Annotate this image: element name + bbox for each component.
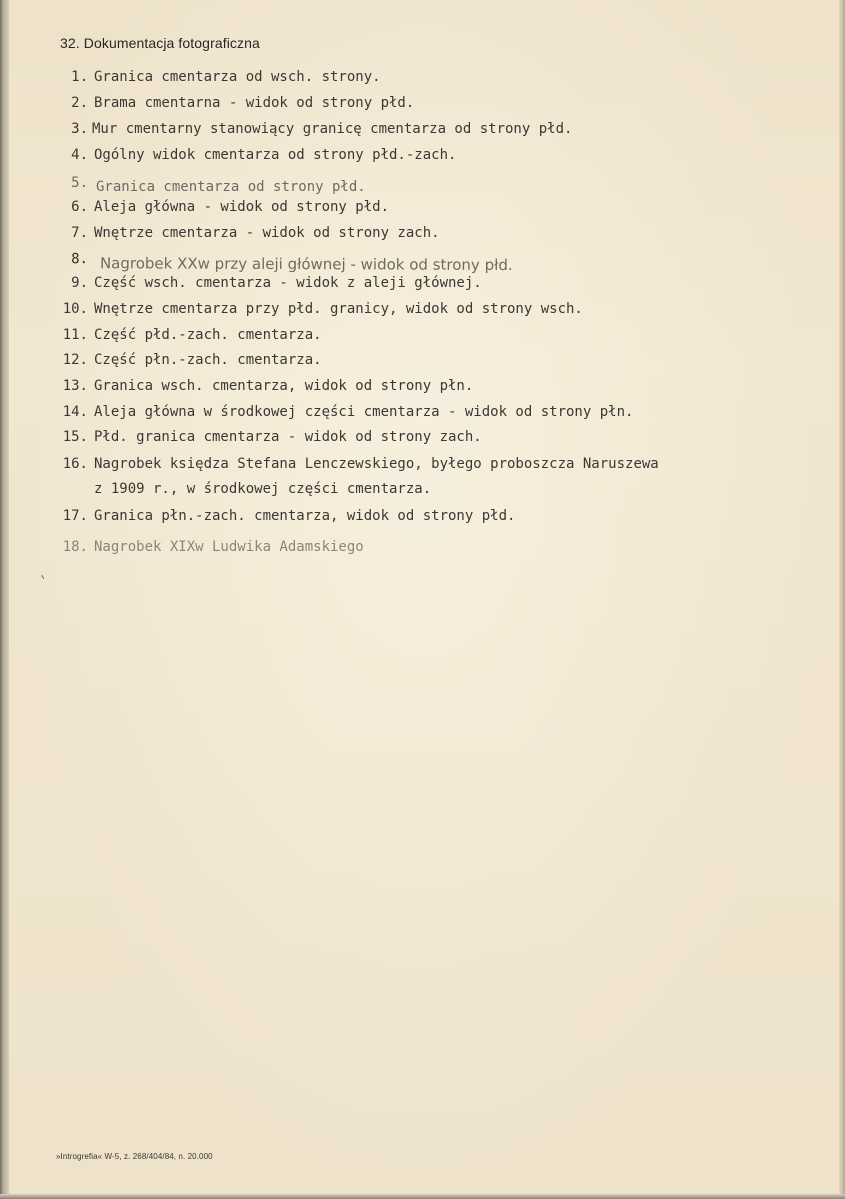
item-number: 9.: [71, 275, 88, 291]
item-number: 3.: [71, 121, 88, 137]
item-text: Wnętrze cmentarza przy płd. granicy, widok od strony wsch.: [94, 301, 583, 317]
printer-imprint: »Introgrefia« W-5, z. 268/404/84, n. 20.000: [56, 1152, 213, 1161]
item-number: 11.: [62, 327, 88, 343]
item-number: 13.: [62, 378, 88, 394]
item-text-continuation: z 1909 r., w środkowej części cmentarza.: [94, 481, 432, 497]
item-text: Granica cmentarza od strony płd.: [96, 179, 366, 195]
item-number: 7.: [71, 225, 88, 241]
item-text: Mur cmentarny stanowiący granicę cmentarza od strony płd.: [92, 121, 573, 137]
item-text: Brama cmentarna - widok od strony płd.: [94, 95, 415, 111]
item-number: 18.: [62, 539, 88, 555]
item-text: Wnętrze cmentarza - widok od strony zach.: [94, 225, 440, 241]
item-text: Część płd.-zach. cmentarza.: [94, 327, 322, 343]
item-number: 2.: [71, 95, 88, 111]
item-number: 4.: [71, 147, 88, 163]
item-number: 17.: [62, 508, 88, 524]
item-text: Granica wsch. cmentarza, widok od strony płn.: [94, 378, 474, 394]
item-text: Ogólny widok cmentarza od strony płd.-zach.: [94, 147, 457, 163]
item-text: Granica płn.-zach. cmentarza, widok od strony płd.: [94, 508, 516, 524]
item-number: 5.: [71, 175, 88, 191]
item-text: Aleja główna - widok od strony płd.: [94, 199, 390, 215]
item-text: Granica cmentarza od wsch. strony.: [94, 69, 381, 85]
item-number: 14.: [62, 404, 88, 420]
item-number: 8.: [71, 251, 89, 268]
item-text: Część płn.-zach. cmentarza.: [94, 352, 322, 368]
item-number: 16.: [62, 456, 88, 472]
item-number: 6.: [71, 199, 88, 215]
item-text: Płd. granica cmentarza - widok od strony zach.: [94, 429, 482, 445]
item-text: Nagrobek XIXw Ludwika Adamskiego: [94, 539, 364, 555]
item-text: Nagrobek XXw przy aleji głównej - widok od strony płd.: [99, 254, 513, 275]
item-number: 1.: [71, 69, 88, 85]
item-number: 15.: [62, 429, 88, 445]
item-number: 12.: [62, 352, 88, 368]
item-text: Część wsch. cmentarza - widok z aleji głównej.: [94, 275, 482, 291]
section-heading: 32. Dokumentacja fotograficzna: [60, 35, 260, 51]
item-text: Nagrobek księdza Stefana Lenczewskiego, byłego proboszcza Naruszewa: [94, 456, 659, 472]
list-item: [54, 251, 814, 275]
list-item: [54, 455, 814, 499]
item-number: 10.: [62, 301, 88, 317]
item-text: Aleja główna w środkowej części cmentarza - widok od strony płn.: [94, 404, 634, 420]
